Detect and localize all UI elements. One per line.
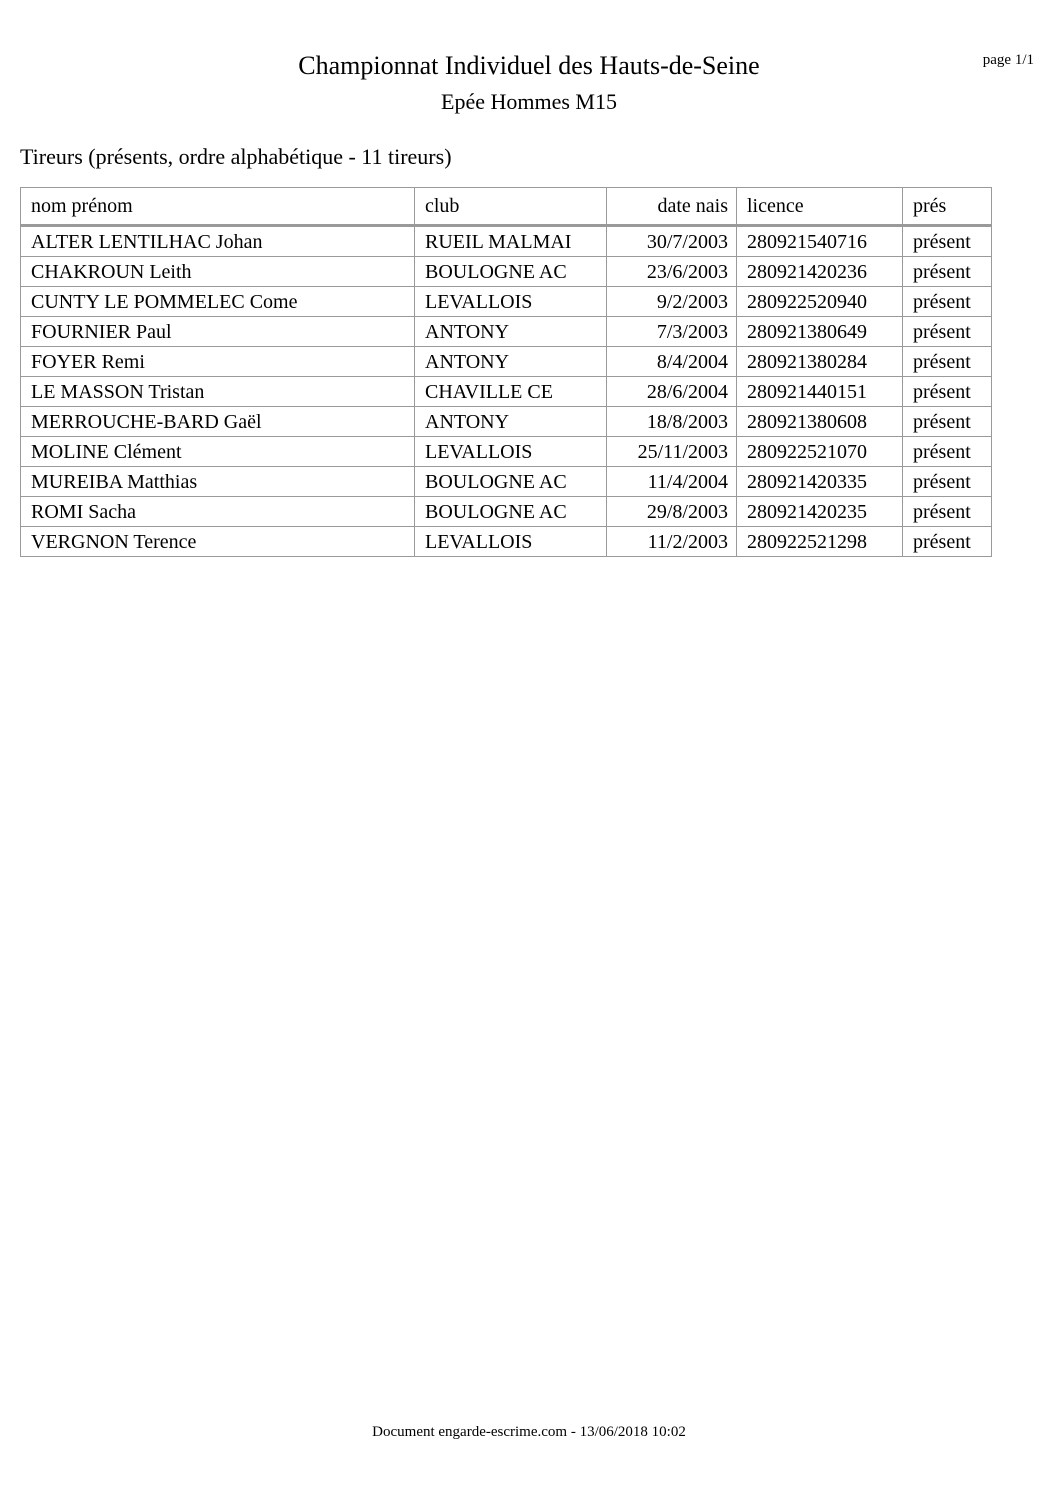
table-body xyxy=(21,226,992,557)
cell-birthdate: 7/3/2003 xyxy=(607,317,737,347)
fencers-table xyxy=(20,187,992,557)
cell-name: LE MASSON Tristan xyxy=(21,377,415,407)
table-row xyxy=(21,287,992,317)
table-row xyxy=(21,317,992,347)
cell-birthdate: 30/7/2003 xyxy=(607,226,737,257)
document-footer: Document engarde-escrime.com - 13/06/2018 10:02 xyxy=(372,1424,686,1440)
cell-birthdate: 18/8/2003 xyxy=(607,407,737,437)
cell-club: BOULOGNE AC xyxy=(415,497,607,527)
table-row xyxy=(21,467,992,497)
cell-name: FOURNIER Paul xyxy=(21,317,415,347)
cell-licence: 280921420335 xyxy=(737,467,903,497)
cell-licence: 280922521070 xyxy=(737,437,903,467)
cell-licence: 280921380608 xyxy=(737,407,903,437)
cell-licence: 280921540716 xyxy=(737,226,903,257)
cell-presence: présent xyxy=(903,317,992,347)
cell-club: ANTONY xyxy=(415,407,607,437)
column-header-club: club xyxy=(415,188,607,226)
cell-club: ANTONY xyxy=(415,347,607,377)
cell-club: BOULOGNE AC xyxy=(415,467,607,497)
column-header-birthdate: date nais xyxy=(607,188,737,226)
cell-birthdate: 29/8/2003 xyxy=(607,497,737,527)
table-row xyxy=(21,257,992,287)
column-header-licence: licence xyxy=(737,188,903,226)
cell-club: ANTONY xyxy=(415,317,607,347)
table-row xyxy=(21,527,992,557)
cell-birthdate: 9/2/2003 xyxy=(607,287,737,317)
document-subtitle: Epée Hommes M15 xyxy=(441,89,617,114)
table-row xyxy=(21,347,992,377)
table-row xyxy=(21,226,992,257)
cell-presence: présent xyxy=(903,497,992,527)
cell-birthdate: 8/4/2004 xyxy=(607,347,737,377)
cell-licence: 280921420236 xyxy=(737,257,903,287)
table-row xyxy=(21,437,992,467)
cell-presence: présent xyxy=(903,347,992,377)
cell-name: CUNTY LE POMMELEC Come xyxy=(21,287,415,317)
cell-club: CHAVILLE CE xyxy=(415,377,607,407)
document-title: Championnat Individuel des Hauts-de-Seine xyxy=(298,51,760,80)
cell-birthdate: 25/11/2003 xyxy=(607,437,737,467)
table-row xyxy=(21,407,992,437)
cell-name: ALTER LENTILHAC Johan xyxy=(21,226,415,257)
cell-presence: présent xyxy=(903,257,992,287)
cell-birthdate: 28/6/2004 xyxy=(607,377,737,407)
table-row xyxy=(21,377,992,407)
cell-birthdate: 11/2/2003 xyxy=(607,527,737,557)
cell-club: LEVALLOIS xyxy=(415,527,607,557)
cell-presence: présent xyxy=(903,287,992,317)
cell-name: MERROUCHE-BARD Gaël xyxy=(21,407,415,437)
table-header-row xyxy=(21,188,992,226)
cell-name: FOYER Remi xyxy=(21,347,415,377)
cell-presence: présent xyxy=(903,226,992,257)
page-number: page 1/1 xyxy=(982,52,1034,68)
cell-licence: 280921380649 xyxy=(737,317,903,347)
table-row xyxy=(21,497,992,527)
cell-licence: 280921420235 xyxy=(737,497,903,527)
cell-presence: présent xyxy=(903,437,992,467)
cell-licence: 280922521298 xyxy=(737,527,903,557)
cell-club: BOULOGNE AC xyxy=(415,257,607,287)
cell-presence: présent xyxy=(903,527,992,557)
cell-presence: présent xyxy=(903,407,992,437)
cell-licence: 280921440151 xyxy=(737,377,903,407)
cell-licence: 280922520940 xyxy=(737,287,903,317)
cell-name: CHAKROUN Leith xyxy=(21,257,415,287)
cell-licence: 280921380284 xyxy=(737,347,903,377)
column-header-presence: prés xyxy=(903,188,992,226)
cell-presence: présent xyxy=(903,467,992,497)
cell-birthdate: 11/4/2004 xyxy=(607,467,737,497)
cell-name: VERGNON Terence xyxy=(21,527,415,557)
cell-presence: présent xyxy=(903,377,992,407)
cell-club: LEVALLOIS xyxy=(415,287,607,317)
column-header-name: nom prénom xyxy=(21,188,415,226)
cell-name: MUREIBA Matthias xyxy=(21,467,415,497)
cell-club: RUEIL MALMAI xyxy=(415,226,607,257)
cell-name: MOLINE Clément xyxy=(21,437,415,467)
section-heading: Tireurs (présents, ordre alphabétique - 11 tireurs) xyxy=(20,144,452,169)
cell-name: ROMI Sacha xyxy=(21,497,415,527)
cell-club: LEVALLOIS xyxy=(415,437,607,467)
cell-birthdate: 23/6/2003 xyxy=(607,257,737,287)
